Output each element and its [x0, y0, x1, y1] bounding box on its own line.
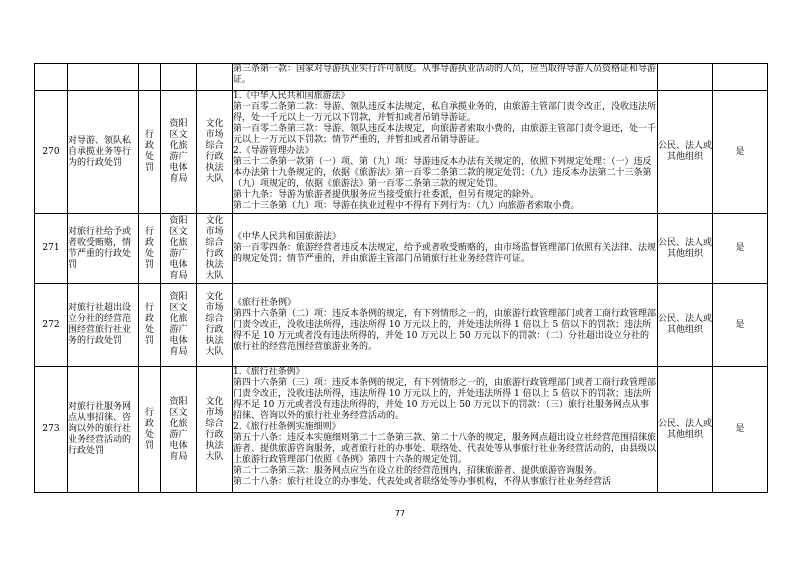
legal-basis-line: 第四十六条第（二）项：违反本条例的规定，有下列情形之一的，由旅游行政管理部门或者工商行政管理部门责令改正，没收违法所得，违法所得 10 万元以上的，并处违法所得 1 倍以上 5 倍以下的罚款；违法所得不足 10 万元或者没有违法所得的，并处 10 万元以上 50 万元以下的罚款：（二）分社超出设立分社的旅行社的经营范围经营旅游业务的。: [233, 308, 657, 352]
item-subject: 公民、法人或其他组织: [658, 214, 713, 284]
legal-basis-cell: [233, 91, 658, 214]
item-category: 行政处罚: [144, 130, 154, 173]
item-department: 文化市场综合行政执法大队: [205, 215, 224, 281]
legal-basis-cell: [233, 367, 658, 493]
legal-basis-line: 第二十二条第三款：服务网点应当在设立社的经营范围内，招徕旅游者、提供旅游咨询服务。: [233, 466, 603, 476]
item-name: [68, 64, 139, 91]
item-organization: 资阳区文化旅游广电体育局: [169, 119, 188, 184]
legal-basis-line: 第一百零二条第三款：导游、领队违反本法规定，向旅游者索取小费的，由旅游主管部门责令退还，处一千元以上一万元以下罚款；情节严重的，并暂扣或者吊销导游证。: [233, 124, 657, 145]
rights-list-table: [34, 63, 768, 493]
item-number: 271: [35, 214, 68, 284]
item-name: 对旅行社给予或者收受贿赂，情节严重的行政处罚: [68, 214, 139, 284]
item-category: [139, 64, 161, 91]
legal-basis-line: 第三条第一款：国家对导游执业实行许可制度。从事导游执业活动的人员，应当取得导游人员资格证和导游证。: [233, 64, 657, 85]
legal-basis-line: 第一百零二条第二款：导游、领队违反本法规定，私自承揽业务的，由旅游主管部门责令改正，没收违法所得，处一千元以上一万元以下罚款，并暂扣或者吊销导游证。: [233, 102, 657, 123]
legal-basis-line: 第三十二条第一款第（一）项、第（九）项：导游违反本办法有关规定的，依照下列规定处理：（一）违反本办法第十九条规定的，依据《旅游法》第一百零二条第二款的规定处罚；（九）违反本办法第二十三条第（九）项规定的，依据《旅游法》第一百零二条第三款的规定处罚。: [233, 157, 652, 189]
legal-basis-cell: [233, 214, 658, 284]
item-organization: 资阳区文化旅游广电体育局: [169, 396, 188, 462]
item-subject: 公民、法人或其他组织: [658, 91, 713, 214]
legal-basis-line: 《中华人民共和国旅游法》: [233, 232, 342, 242]
legal-basis-line: 第一百零四条：旅游经营者违反本法规定，给予或者收受贿赂的，由市场监督管理部门依照有关法律、法规的规定处罚；情节严重的，并由旅游主管部门吊销旅行社业务经营许可证。: [233, 243, 657, 264]
item-subject: 公民、法人或其他组织: [658, 367, 713, 493]
table-row: [35, 367, 768, 493]
item-name: 对旅行社服务网点从事招徕、咨询以外的旅行社业务经营活动的行政处罚: [68, 367, 139, 493]
item-number: 272: [35, 284, 68, 367]
table-row: [35, 64, 768, 91]
legal-basis-cell: [233, 284, 658, 367]
legal-basis-line: 1.《中华人民共和国旅游法》: [233, 91, 350, 101]
item-department: 文化市场综合行政执法大队: [205, 292, 224, 357]
item-organization: [161, 64, 197, 91]
item-name: 对导游、领队私自承揽业务等行为的行政处罚: [68, 91, 139, 214]
item-department: 文化市场综合行政执法大队: [205, 396, 224, 462]
item-organization: 资阳区文化旅游广电体育局: [169, 292, 188, 357]
item-number: [35, 64, 68, 91]
legal-basis-line: 第四十六条第（三）项：违反本条例的规定，有下列情形之一的，由旅游行政管理部门或者工商行政管理部门责令改正，没收违法所得，违法所得 10 万元以上的，并处违法所得 1 倍以上 5 倍以下的罚款；违法所得不足 10 万元或者没有违法所得的，并处 10 万元以上 50 万元以下的罚款：（三）旅行社服务网点从事招徕、咨询以外的旅行社业务经营活动的。: [233, 378, 657, 421]
page-number: 77: [394, 509, 406, 518]
table-row: [35, 284, 768, 367]
item-flag: 是: [713, 367, 768, 493]
legal-basis-line: 第二十八条：旅行社设立的办事处、代表处或者联络处等办事机构，不得从事旅行社业务经营活: [233, 477, 612, 487]
legal-basis-line: 第十九条：导游为旅游者提供服务应当接受旅行社委派，但另有规定的除外。: [233, 190, 540, 200]
legal-basis-cell: [233, 64, 658, 91]
legal-basis-line: 1.《旅行社条例》: [233, 367, 305, 377]
legal-basis-line: 第五十八条：违反本实施细则第二十二条第三款、第二十八条的规定，服务网点超出设立社经营范围招徕旅游者、提供旅游咨询服务，或者旅行社的办事处、联络处、代表处等从事旅行社业务经营活动的，由县级以上旅游行政管理部门依照《条例》第四十六条的规定处罚。: [233, 433, 657, 465]
item-department: [197, 64, 233, 91]
item-flag: [713, 64, 768, 91]
item-category: 行政处罚: [144, 303, 154, 346]
item-number: 273: [35, 367, 68, 493]
item-subject: 公民、法人或其他组织: [658, 284, 713, 367]
legal-basis-line: 《旅行社条例》: [233, 297, 297, 308]
item-department: 文化市场综合行政执法大队: [205, 119, 224, 184]
table-row: [35, 214, 768, 284]
legal-basis-line: 2.《导游管理办法》: [233, 146, 314, 156]
legal-basis-line: 2.《旅行社条例实施细则》: [233, 422, 341, 432]
item-name: 对旅行社超出设立分社的经营范围经营旅行社业务的行政处罚: [68, 284, 139, 367]
item-flag: 是: [713, 91, 768, 214]
legal-basis-line: 第二十三条第（九）项：导游在执业过程中不得有下列行为：（九）向旅游者索取小费。: [233, 201, 580, 211]
item-subject: [658, 64, 713, 91]
item-category: 行政处罚: [144, 407, 154, 451]
item-number: 270: [35, 91, 68, 214]
table-row: [35, 91, 768, 214]
item-organization: 资阳区文化旅游广电体育局: [169, 215, 188, 281]
item-category: 行政处罚: [144, 226, 154, 270]
item-flag: 是: [713, 284, 768, 367]
item-flag: 是: [713, 214, 768, 284]
